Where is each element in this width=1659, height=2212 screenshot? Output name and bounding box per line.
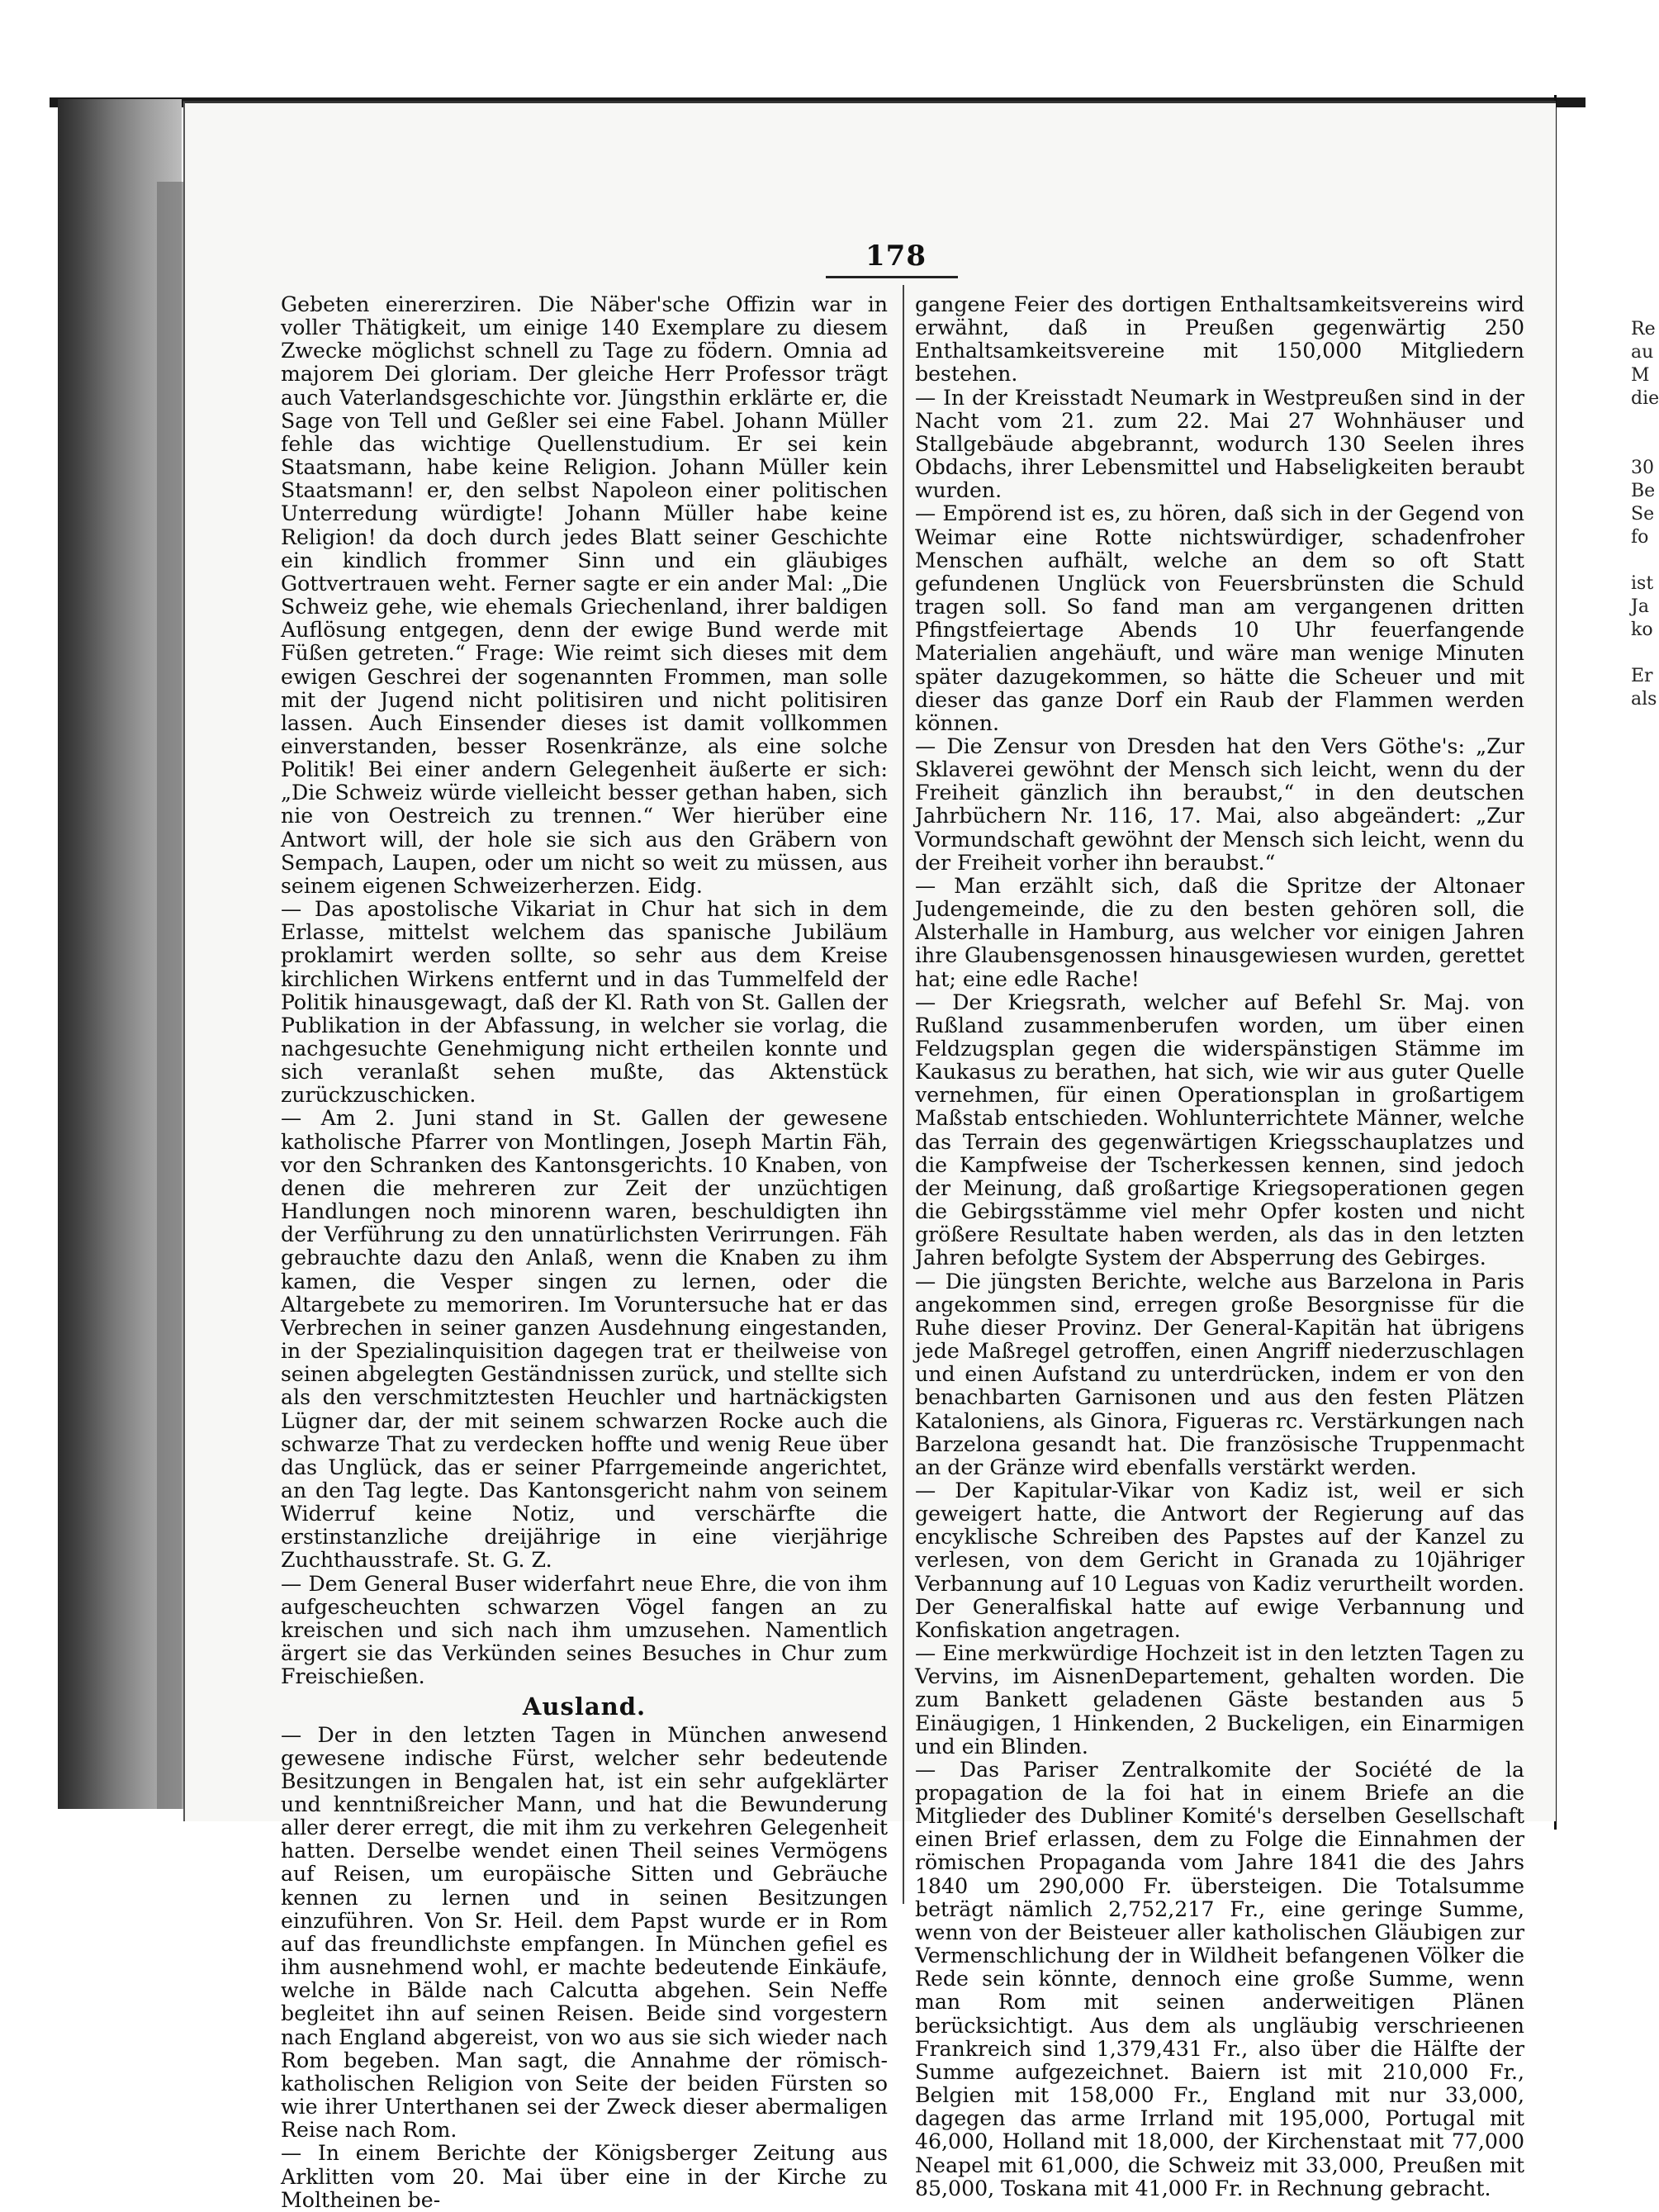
article-paragraph: gangene Feier des dortigen Enthaltsamkeitsvereins wird erwähnt, daß in Preußen gegenwärtig 250 Enthaltsamkeitsvereine mit 150,000 Mitgliedern bestehen. [915,292,1524,387]
article-paragraph: — Die jüngsten Berichte, welche aus Barzelona in Paris angekommen sind, erregen große Besorgnisse für die Ruhe dieser Provinz. Der General-Kapitän hat übrigens jede Maßregel getroffen, einen Angriff niederzuschlagen und einen Aufstand zu unterdrücken, indem er von den benachbarten Garnisonen und aus den festen Plätzen Kataloniens, als Ginora, Figueras rc. Verstärkungen nach Barzelona gesandt hat. Die französische Truppenmacht an der Gränze wird ebenfalls verstärkt werden. [915,1269,1524,1479]
article-paragraph: — Dem General Buser widerfahrt neue Ehre, die von ihm aufgescheuchten schwarzen Vögel fangen an zu kreischen und sich nach ihm umzusehen. Namentlich ärgert sie das Verkünden seines Besuches in Chur zum Freischießen. [281,1571,888,1689]
article-paragraph: — Der Kriegsrath, welcher auf Befehl Sr. Maj. von Rußland zusammenberufen worden, um über einen Feldzugsplan gegen die widerspänstigen Stämme im Kaukasus zu berathen, hat sich, wie wir aus guter Quelle vernehmen, für einen Operationsplan in großartigem Maßstab entschieden. Wohlunterrichtete Männer, welche das Terrain des gegenwärtigen Kriegsschauplatzes und die Kampfweise der Tscherkessen kennen, sind jedoch der Meinung, daß großartige Kriegsoperationen gegen die Gebirgsstämme viel mehr Opfer kosten und nicht größere Resultate haben werden, als das in den letzten Jahren befolgte System der Absperrung des Gebirges. [915,990,1524,1270]
article-paragraph: — Man erzählt sich, daß die Spritze der Altonaer Judengemeinde, die zu den besten gehören soll, die Alsterhalle in Hamburg, aus welcher vor einigen Jahren ihre Glaubensgenossen hinausgewiesen wurden, gerettet hat; eine edle Rache! [915,873,1524,991]
right-column [915,293,1524,2200]
page-number: 178 [865,240,927,273]
article-paragraph: — Am 2. Juni stand in St. Gallen der gewesene katholische Pfarrer von Montlingen, Joseph Martin Fäh, vor den Schranken des Kantonsgerichts. 10 Knaben, von denen die mehreren zur Zeit der unzüchtigen Handlungen noch minorenn waren, beschuldigten ihn der Verführung zu den unnatürlichsten Verirrungen. Fäh gebrauchte dazu den Anlaß, wenn die Knaben zu ihm kamen, die Vesper singen zu lernen, oder die Altargebete zu memoriren. Im Voruntersuche hat er das Verbrechen in seiner ganzen Ausdehnung eingestanden, in der Spezialinquisition dagegen trat er theilweise von seinen abgelegten Geständnissen zurück, und stellte sich als den verschmitztesten Heuchler und hartnäckigsten Lügner dar, der mit seinem schwarzen Rocke auch die schwarze That zu verdecken hoffte und wenig Reue über das Unglück, das er seiner Pfarrgemeinde angerichtet, an den Tag legte. Das Kantonsgericht nahm von seinem Widerruf keine Notiz, und verschärfte die erstinstanzliche dreijährige in eine vierjährige Zuchthausstrafe. St. G. Z. [281,1106,888,1573]
edge-text-line: Ja [1631,596,1649,617]
article-paragraph: — Das apostolische Vikariat in Chur hat sich in dem Erlasse, mittelst welchem das spanische Jubiläum proklamirt werden sollte, so sehr aus dem Kreise kirchlichen Wirkens entfernt und in das Tummelfeld der Politik hinausgewagt, daß der Kl. Rath von St. Gallen der Publikation in der Abfassung, in welcher sie vorlag, die nachgesuchte Genehmigung nicht ertheilen konnte und sich veranlaßt sehen mußte, das Aktenstück zurückzuschicken. [281,897,888,1108]
edge-text-line: M [1631,365,1650,386]
article-paragraph: — Eine merkwürdige Hochzeit ist in den letzten Tagen zu Vervins, im AisnenDepartement, gehalten worden. Die zum Bankett geladenen Gäste bestanden aus 5 Einäugigen, 1 Hinkenden, 2 Buckeligen, ein Einarmigen und ein Blinden. [915,1641,1524,1759]
edge-text-line: die [1631,388,1659,409]
left-column [281,293,888,2212]
article-paragraph: Gebeten einererziren. Die Näber'sche Offizin war in voller Thätigkeit, um einige 140 Exemplare zu diesem Zwecke möglichst schnell zu Tage zu födern. Omnia ad majorem Dei gloriam. Der gleiche Herr Professor trägt auch Vaterlandsgeschichte vor. Jüngsthin erklärte er, die Sage von Tell und Geßler sei eine Fabel. Johann Müller fehle das wichtige Quellenstudium. Er sei kein Staatsmann, habe keine Religion. Johann Müller kein Staatsmann! er, den selbst Napoleon einer politischen Unterredung würdigte! Johann Müller habe keine Religion! da doch durch jedes Blatt seiner Geschichte ein kindlich frommer Sinn und ein gläubiges Gottvertrauen weht. Ferner sagte er ein ander Mal: „Die Schweiz gehe, wie ehemals Griechenland, ihrer baldigen Auflösung entgegen, denn der ewige Bund werde mit Füßen getreten.“ Frage: Wie reimt sich dieses mit dem ewigen Geschrei der sogenannten Frommen, man solle mit der Jugend nicht politisiren und nicht politisiren lassen. Auch Einsender dieses ist damit vollkommen einverstanden, besser Rosenkränze, als eine solche Politik! Bei einer andern Gelegenheit äußerte er sich: „Die Schweiz würde vielleicht besser gethan haben, sich nie von Oestreich zu trennen.“ Wer hierüber eine Antwort will, der hole sie sich aus den Gräbern von Sempach, Laupen, oder um nicht so weit zu müssen, aus seinem eigenen Schweizerherzen. Eidg. [281,292,888,898]
article-paragraph: — Der in den letzten Tagen in München anwesend gewesene indische Fürst, welcher sehr bedeutende Besitzungen in Bengalen hat, ist ein sehr aufgeklärter und kenntnißreicher Mann, und hat die Bewunderung aller derer erregt, die mit ihm zu verkehren Gelegenheit hatten. Derselbe wendet einen Theil seines Vermögens auf Reisen, um europäische Sitten und Gebräuche kennen zu lernen und in seinen Besitzungen einzuführen. Von Sr. Heil. dem Papst wurde er in Rom auf das freundlichste empfangen. In München gefiel es ihm ausnehmend wohl, er machte bedeutende Einkäufe, welche in Bälde nach Calcutta abgehen. Sein Neffe begleitet ihn auf seinen Reisen. Beide sind vorgestern nach England abgereist, von wo aus sie sich wieder nach Rom begeben. Man sagt, die Annahme der römisch-katholischen Religion von Seite der beiden Fürsten so wie ihrer Unterthanen sei der Zweck dieser abermaligen Reise nach Rom. [281,1722,888,2143]
edge-text-line: au [1631,342,1654,363]
edge-text-line: Er [1631,666,1653,686]
article-paragraph: — In der Kreisstadt Neumark in Westpreußen sind in der Nacht vom 21. zum 22. Mai 27 Wohnhäuser und Stallgebäude abgebrannt, wodurch 130 Seelen ihres Obdachs, ihrer Lebensmittel und Habseligkeiten beraubt wurden. [915,385,1524,503]
edge-text-line: 30 [1631,458,1654,478]
article-paragraph: — Das Pariser Zentralkomite der Société de la propagation de la foi hat in einem Briefe an die Mitglieder des Dubliner Komité's derselben Gesellschaft einen Brief erlassen, dem zu Folge die Einnahmen der römischen Propaganda vom Jahre 1841 die des Jahrs 1840 um 290,000 Fr. übersteigen. Die Totalsumme beträgt nämlich 2,752,217 Fr., eine geringe Summe, wenn von der Beisteuer aller katholischen Gläubigen zur Vermenschlichung der in Wildheit befangenen Völker die Rede sein könnte, dennoch eine große Summe, wenn man Rom mit seinen anderweitigen Plänen berücksichtigt. Aus dem als ungläubig verschrieenen Frankreich sind 1,379,431 Fr., also über die Hälfte der Summe aufgezeichnet. Baiern ist mit 210,000 Fr., Belgien mit 158,000 Fr., England mit nur 33,000, dagegen das arme Irrland mit 195,000, Portugal mit 46,000, Holland mit 18,000, der Kirchenstaat mit 77,000 Neapel mit 61,000, die Schweiz mit 33,000, Preußen mit 85,000, Toskana mit 41,000 Fr. in Rechnung gebracht. [915,1757,1524,2200]
article-paragraph: — Der Kapitular-Vikar von Kadiz ist, weil er sich geweigert hatte, die Antwort der Regierung auf das encyklische Schreiben des Papstes auf der Kanzel zu verlesen, von dem Gericht in Granada zu 10jähriger Verbannung auf 10 Leguas von Kadiz verurtheilt worden. Der Generalfiskal hatte auf ewige Verbannung und Konfiskation angetragen. [915,1478,1524,1642]
edge-text-line: Be [1631,481,1656,501]
column-divider [903,285,904,1904]
article-paragraph: — In einem Berichte der Königsberger Zeitung aus Arklitten vom 20. Mai über eine in der Kirche zu Moltheinen be- [281,2141,888,2212]
edge-text-line: fo [1631,527,1649,548]
edge-text-line: Re [1631,319,1656,339]
section-heading: Ausland. [522,1692,647,1721]
edge-text-line: Se [1631,504,1655,525]
edge-text-line: als [1631,689,1657,710]
edge-text-line: ist [1631,573,1654,594]
article-paragraph: — Empörend ist es, zu hören, daß sich in der Gegend von Weimar eine Rotte nichtswürdiger, schadenfroher Menschen aufhält, welche an dem so oft Statt gefundenen Unglück von Feuersbrünsten die Schuld tragen soll. So fand man am vergangenen dritten Pfingstfeiertage Abends 10 Uhr feuerfangende Materialien angehäuft, und wäre man wenige Minuten später dazugekommen, so hätte die Scheuer und mit dieser das ganze Dorf ein Raub der Flammen werden können. [915,501,1524,735]
article-paragraph: — Die Zensur von Dresden hat den Vers Göthe's: „Zur Sklaverei gewöhnt der Mensch sich leicht, wenn du der Freiheit gänzlich ihn beraubst,“ in den deutschen Jahrbüchern Nr. 116, 17. Mai, also abgeändert: „Zur Vormundschaft gewöhnt der Mensch sich leicht, wenn du der Freiheit vorher ihn beraubst.“ [915,733,1524,875]
edge-text-line: ko [1631,619,1653,640]
page-number-rule [826,276,958,278]
